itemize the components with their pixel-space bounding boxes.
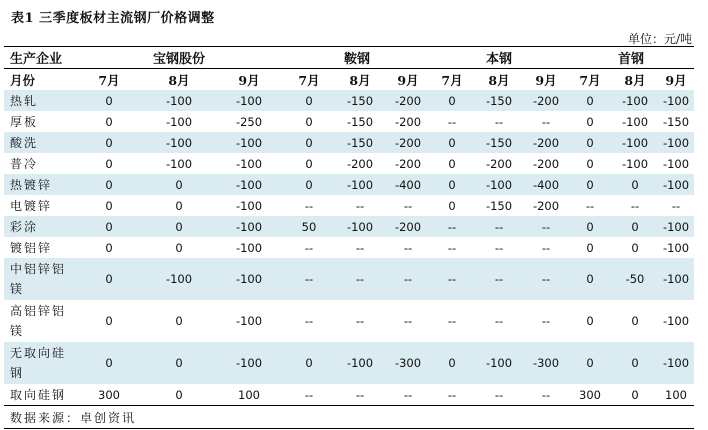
price-change-cell: 300 [98,387,120,402]
price-change-cell: 0 [305,156,313,171]
price-change-cell: 0 [105,156,113,171]
product-name: 彩涂 [4,216,74,237]
price-change-cell: -100 [658,132,694,153]
price-change-cell: -- [494,387,504,402]
price-change-cell: -50 [612,258,658,300]
price-change-cell: -100 [662,314,690,328]
price-change-cell: -100 [235,156,263,171]
price-change-cell: -- [671,198,681,213]
price-change-cell: -250 [235,114,263,129]
price-change-cell: -200 [386,90,430,111]
price-change-cell: 0 [74,342,144,384]
price-change-cell: -- [430,258,474,300]
price-change-cell: -200 [524,90,568,111]
price-change-cell: -- [334,258,386,300]
price-change-cell: 0 [631,314,639,328]
price-change-cell: -- [630,198,640,213]
price-change-cell: 0 [105,198,113,213]
price-change-cell: -200 [532,156,560,171]
price-change-cell: -- [403,314,413,328]
price-change-cell: -300 [524,342,568,384]
price-change-cell: 0 [586,240,594,255]
price-change-cell: -- [447,240,457,255]
price-change-cell: -100 [214,174,284,195]
table-row [4,237,694,258]
month-label: 月份 [4,69,74,91]
month-header: 8月 [144,69,214,91]
price-change-cell: 0 [175,240,183,255]
price-change-cell: -100 [474,174,524,195]
price-change-cell: -100 [612,90,658,111]
price-change-cell: 0 [144,174,214,195]
month-header: 9月 [524,69,568,91]
price-change-cell: -150 [474,90,524,111]
company-bensteel: 本钢 [430,47,568,69]
product-name: 取向硅钢 [10,388,67,402]
price-change-cell: 0 [74,216,144,237]
price-change-cell: -400 [386,174,430,195]
month-header: 8月 [334,69,386,91]
price-change-cell: 0 [105,314,113,328]
price-change-cell: 0 [74,258,144,300]
price-change-cell: -- [524,258,568,300]
price-adjustment-table [4,46,694,429]
price-change-cell: -- [355,387,365,402]
price-change-cell: -- [541,387,551,402]
price-change-cell: 0 [175,314,183,328]
price-change-cell: -150 [485,198,513,213]
price-change-cell: 0 [568,174,612,195]
price-change-cell: 0 [430,132,474,153]
price-change-cell: 0 [284,132,334,153]
table-row [4,258,694,300]
price-change-cell: -200 [346,156,374,171]
price-change-cell: 0 [175,198,183,213]
product-name: 厚板 [10,115,39,129]
price-change-cell: -100 [662,240,690,255]
price-change-cell: -- [403,198,413,213]
price-change-cell: -- [304,314,314,328]
price-change-cell: 0 [568,90,612,111]
company-ansteel: 鞍钢 [284,47,430,69]
product-name: 普冷 [10,157,39,171]
price-change-cell: -- [403,387,413,402]
price-change-cell: -100 [612,132,658,153]
price-change-cell: -100 [165,114,193,129]
price-change-cell: -100 [214,258,284,300]
price-change-cell: 0 [144,216,214,237]
month-header: 7月 [568,69,612,91]
month-header: 7月 [74,69,144,91]
price-change-cell: -100 [334,342,386,384]
price-change-cell: 0 [175,387,183,402]
month-header: 8月 [612,69,658,91]
price-change-cell: -- [304,387,314,402]
price-change-cell: -- [585,198,595,213]
price-change-cell: -- [355,198,365,213]
price-change-cell: -100 [658,216,694,237]
table-row [4,342,694,384]
price-change-cell: 0 [586,114,594,129]
price-change-cell: -150 [662,114,690,129]
price-change-cell: 300 [579,387,601,402]
price-change-cell: -200 [386,132,430,153]
price-change-cell: 0 [284,174,334,195]
price-change-cell: -100 [334,174,386,195]
table-row [4,90,694,111]
price-change-cell: -100 [144,258,214,300]
table-row [4,300,694,342]
product-name: 镀铝锌 [10,241,53,255]
price-change-cell: -100 [658,90,694,111]
price-change-cell: 0 [74,90,144,111]
month-header: 9月 [214,69,284,91]
product-name: 电镀锌 [10,199,53,213]
product-name: 高铝锌铝镁 [10,304,67,338]
month-header: 7月 [430,69,474,91]
price-change-cell: 0 [631,387,639,402]
price-change-cell: -100 [334,216,386,237]
source-note: 数据来源：卓创资讯 [4,406,694,429]
price-change-cell: -100 [658,342,694,384]
price-change-cell: 0 [74,132,144,153]
price-change-cell: -- [494,114,504,129]
price-change-cell: -200 [394,114,422,129]
price-change-cell: -100 [474,342,524,384]
price-change-cell: 0 [612,216,658,237]
price-change-cell: -100 [214,90,284,111]
price-change-cell: 0 [586,156,594,171]
product-name: 无取向硅钢 [4,342,74,384]
month-header: 7月 [284,69,334,91]
price-change-cell: 0 [144,342,214,384]
company-header-row [4,47,694,69]
price-change-cell: 100 [238,387,260,402]
price-change-cell: -- [524,216,568,237]
price-change-cell: -- [474,258,524,300]
price-change-cell: 0 [430,90,474,111]
price-change-cell: -100 [621,114,649,129]
product-name: 热轧 [4,90,74,111]
price-change-cell: 0 [105,114,113,129]
price-change-cell: -200 [524,132,568,153]
price-change-cell: 0 [568,216,612,237]
price-change-cell: 0 [568,258,612,300]
price-change-cell: 0 [284,342,334,384]
table-title: 表1 三季度板材主流钢厂价格调整 [11,11,215,26]
price-change-cell: -- [474,216,524,237]
product-name: 中铝锌铝镁 [4,258,74,300]
price-change-cell: 0 [612,174,658,195]
price-change-cell: 0 [568,132,612,153]
table-row [4,132,694,153]
product-name: 酸洗 [4,132,74,153]
price-change-cell: -- [430,216,474,237]
price-change-cell: -100 [235,314,263,328]
price-change-cell: -- [304,240,314,255]
price-change-cell: -- [541,314,551,328]
price-change-cell: 50 [284,216,334,237]
price-change-cell: -150 [334,90,386,111]
price-change-cell: -- [284,258,334,300]
price-change-cell: 0 [448,156,456,171]
price-change-cell: -100 [214,132,284,153]
company-shougang: 首钢 [568,47,694,69]
price-change-cell: 0 [631,240,639,255]
table-row [4,111,694,132]
price-change-cell: -100 [662,156,690,171]
price-change-cell: -100 [214,342,284,384]
table-row [4,174,694,195]
price-change-cell: -- [494,314,504,328]
price-change-cell: -- [447,387,457,402]
price-change-cell: -- [541,114,551,129]
price-change-cell: 100 [665,387,687,402]
month-header-row [4,69,694,91]
product-name: 热镀锌 [4,174,74,195]
table-row [4,216,694,237]
price-change-cell: -150 [334,132,386,153]
price-change-cell: -- [304,198,314,213]
table-row [4,384,694,406]
unit-label: 单位：元/吨 [627,32,692,46]
price-change-cell: 0 [586,314,594,328]
price-change-cell: 0 [74,174,144,195]
price-change-cell: 0 [105,240,113,255]
price-change-cell: -150 [346,114,374,129]
price-change-cell: -100 [144,132,214,153]
table-row [4,195,694,216]
price-change-cell: 0 [612,342,658,384]
month-header: 8月 [474,69,524,91]
price-change-cell: -200 [386,216,430,237]
price-change-cell: -- [447,114,457,129]
price-change-cell: -- [355,314,365,328]
price-change-cell: -150 [474,132,524,153]
price-change-cell: -100 [235,240,263,255]
price-change-cell: -100 [658,174,694,195]
price-change-cell: -100 [165,156,193,171]
price-change-cell: -100 [144,90,214,111]
price-change-cell: -100 [621,156,649,171]
price-change-cell: -- [355,240,365,255]
price-change-cell: -- [386,258,430,300]
price-change-cell: -- [447,314,457,328]
price-change-cell: 0 [305,114,313,129]
company-baosteel: 宝钢股份 [74,47,284,69]
price-change-cell: -300 [386,342,430,384]
price-change-cell: -200 [532,198,560,213]
price-change-cell: 0 [430,174,474,195]
price-change-cell: -400 [524,174,568,195]
month-header: 9月 [386,69,430,91]
price-change-cell: -100 [214,216,284,237]
price-change-cell: 0 [568,342,612,384]
price-change-cell: -- [494,240,504,255]
price-change-cell: -200 [394,156,422,171]
price-change-cell: -200 [485,156,513,171]
price-change-cell: 0 [448,198,456,213]
table-row [4,153,694,174]
month-header: 9月 [658,69,694,91]
price-change-cell: 0 [284,90,334,111]
price-change-cell: -- [541,240,551,255]
price-change-cell: -100 [235,198,263,213]
source-row [4,406,694,429]
company-label: 生产企业 [4,47,74,69]
price-change-cell: -- [403,240,413,255]
price-change-cell: 0 [430,342,474,384]
price-change-cell: -100 [658,258,694,300]
